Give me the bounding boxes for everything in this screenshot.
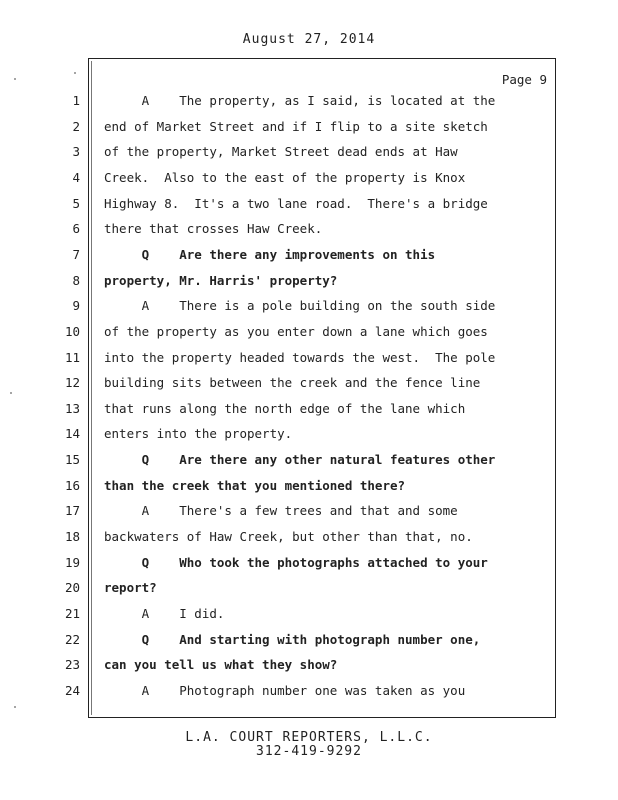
line-number: 4 — [72, 169, 80, 185]
question-line: than the creek that you mentioned there? — [104, 477, 406, 493]
question-line: Q Are there any other natural features other — [104, 452, 496, 468]
line-number: 2 — [72, 118, 80, 134]
question-line: report? — [104, 580, 157, 596]
line-number: 6 — [72, 221, 80, 237]
question-line: Q And starting with photograph number one, — [104, 631, 481, 647]
line-number: 8 — [72, 272, 80, 288]
answer-line: Creek. Also to the east of the property is Knox — [104, 169, 466, 185]
answer-line: there that crosses Haw Creek. — [104, 221, 323, 237]
question-line: Q Who took the photographs attached to your — [104, 554, 488, 570]
answer-line: of the property, Market Street dead ends at Haw — [104, 144, 458, 160]
question-line: Q Are there any improvements on this — [104, 246, 436, 262]
answer-line: Highway 8. It's a two lane road. There's a bridge — [104, 195, 488, 211]
line-number: 15 — [64, 452, 80, 468]
line-number: 5 — [72, 195, 80, 211]
footer-company: L.A. COURT REPORTERS, L.L.C. — [185, 730, 433, 745]
line-number: 9 — [72, 298, 80, 314]
line-number: 7 — [72, 246, 80, 262]
answer-line: that runs along the north edge of the lane which — [104, 400, 466, 416]
line-number: 12 — [64, 375, 80, 391]
line-number: 18 — [64, 529, 80, 545]
answer-line: end of Market Street and if I flip to a site sketch — [104, 118, 488, 134]
question-line: can you tell us what they show? — [104, 657, 338, 673]
question-line: property, Mr. Harris' property? — [104, 272, 338, 288]
answer-line: A There's a few trees and that and some — [104, 503, 458, 519]
answer-line: of the property as you enter down a lane which goes — [104, 323, 488, 339]
answer-line: A I did. — [104, 606, 225, 621]
line-number: 10 — [64, 323, 80, 339]
answer-line: A The property, as I said, is located at the — [104, 93, 496, 108]
line-number: 22 — [64, 631, 80, 647]
line-number: 16 — [64, 477, 80, 493]
line-number: 20 — [64, 580, 80, 596]
scan-speck — [14, 706, 16, 708]
line-number: 11 — [64, 349, 80, 365]
answer-line: into the property headed towards the west. The pole — [104, 349, 496, 365]
scan-speck — [14, 78, 16, 80]
line-number: 1 — [72, 93, 80, 108]
line-number: 23 — [64, 657, 80, 673]
answer-line: A Photograph number one was taken as you — [104, 682, 466, 698]
transcript-date-header: August 27, 2014 — [242, 32, 376, 47]
answer-line: backwaters of Haw Creek, but other than that, no. — [104, 529, 473, 545]
line-number: 17 — [64, 503, 80, 519]
line-number: 21 — [64, 606, 80, 621]
line-number: 19 — [64, 554, 80, 570]
page-number-label: Page 9 — [501, 72, 547, 87]
answer-line: building sits between the creek and the fence line — [104, 375, 481, 391]
answer-line: A There is a pole building on the south side — [104, 298, 496, 314]
line-number: 24 — [64, 682, 80, 698]
line-number: 13 — [64, 400, 80, 416]
line-number: 14 — [64, 426, 80, 442]
answer-line: enters into the property. — [104, 426, 293, 442]
line-number: 3 — [72, 144, 80, 160]
footer-phone: 312-419-9292 — [256, 744, 362, 759]
scan-speck — [10, 392, 12, 394]
scan-speck — [74, 72, 76, 74]
